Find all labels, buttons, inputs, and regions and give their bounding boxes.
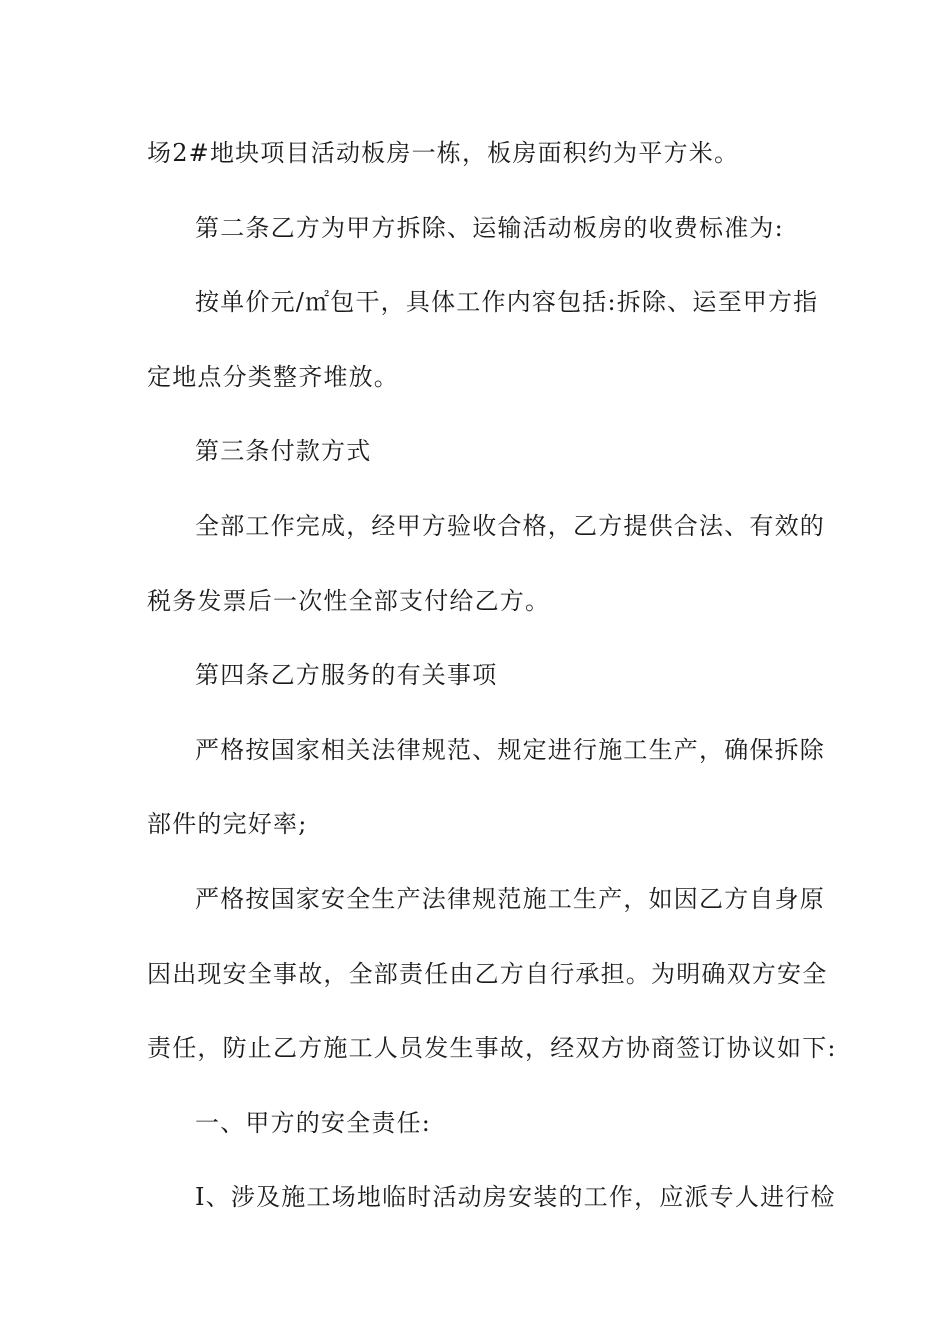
section-heading: 一、甲方的安全责任: xyxy=(195,1109,432,1137)
text-line: 因出现安全事故，全部责任由乙方自行承担。为明确双方安全 xyxy=(147,960,828,988)
text-line: 税务发票后一次性全部支付给乙方。 xyxy=(147,587,551,615)
text-line: 按单价元/㎡包干，具体工作内容包括:拆除、运至甲方指 xyxy=(195,288,819,316)
text-line: I、涉及施工场地临时活动房安装的工作，应派专人进行检 xyxy=(195,1183,836,1211)
text-line: 场2#地块项目活动板房一栋，板房面积约为平方米。 xyxy=(147,139,740,167)
text-line: 定地点分类整齐堆放。 xyxy=(147,363,399,391)
section-heading: 第三条付款方式 xyxy=(195,437,372,465)
text-line: 严格按国家相关法律规范、规定进行施工生产，确保拆除 xyxy=(195,736,825,764)
text-line: 全部工作完成，经甲方验收合格，乙方提供合法、有效的 xyxy=(195,512,825,540)
text-line: 责任，防止乙方施工人员发生事故，经双方协商签订协议如下: xyxy=(147,1034,837,1062)
text-line: 严格按国家安全生产法律规范施工生产，如因乙方自身原 xyxy=(195,885,825,913)
section-heading: 第四条乙方服务的有关事项 xyxy=(195,661,498,689)
text-line: 部件的完好率; xyxy=(147,810,308,838)
text-line: 第二条乙方为甲方拆除、运输活动板房的收费标准为: xyxy=(195,214,784,242)
